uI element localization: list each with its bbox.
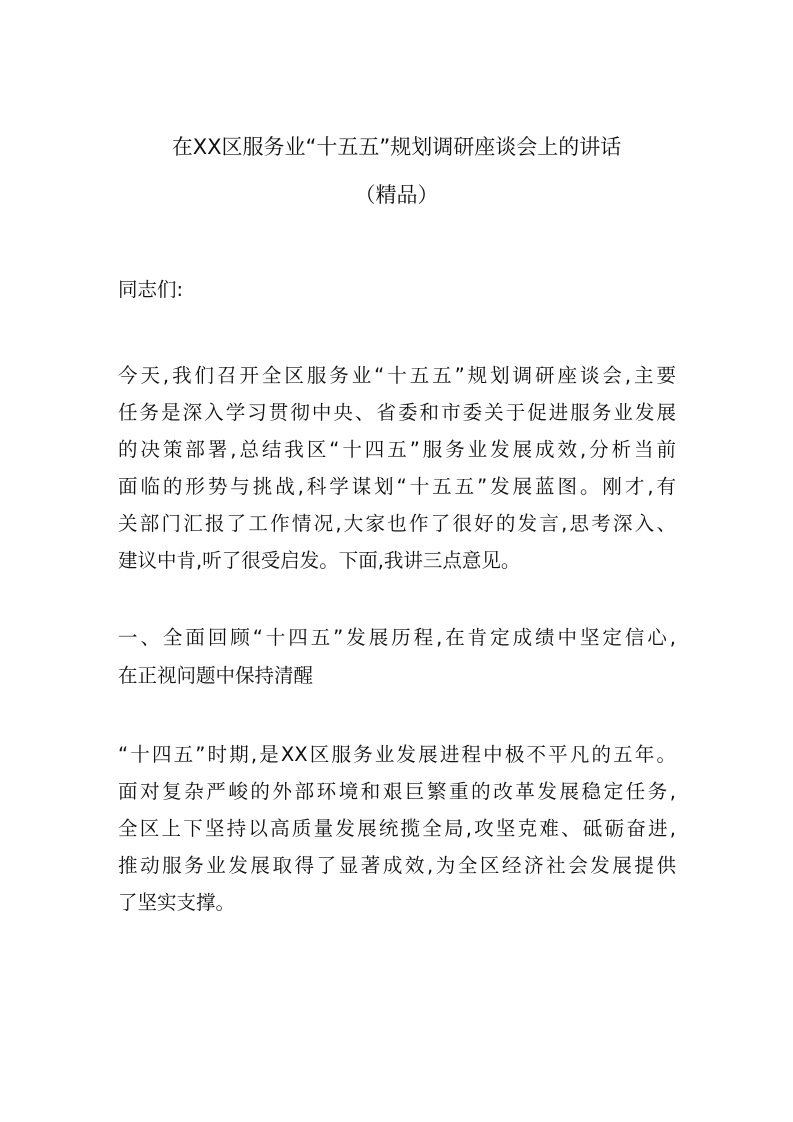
salutation: 同志们: xyxy=(118,278,184,301)
text-line: 任务是深入学习贯彻中央、省委和市委关于促进服务业发展 xyxy=(118,401,676,424)
text-line: 的决策部署,总结我区“十四五”服务业发展成效,分析当前 xyxy=(118,438,676,461)
text-line: 了坚实支撑。 xyxy=(118,891,236,914)
text-line: 全区上下坚持以高质量发展统揽全局,攻坚克难、砥砺奋进, xyxy=(118,817,676,840)
text-line: 建议中肯,听了很受启发。下面,我讲三点意见。 xyxy=(118,549,521,572)
document-subtitle: （精品） xyxy=(354,183,439,207)
text-line: 面临的形势与挑战,科学谋划“十五五”发展蓝图。刚才,有 xyxy=(118,475,676,498)
text-line: 今天,我们召开全区服务业“十五五”规划调研座谈会,主要 xyxy=(118,364,676,387)
heading-line: 一、全面回顾“十四五”发展历程,在肯定成绩中坚定信心, xyxy=(118,626,676,649)
text-line: 面对复杂严峻的外部环境和艰巨繁重的改革发展稳定任务, xyxy=(118,780,676,803)
text-line: 关部门汇报了工作情况,大家也作了很好的发言,思考深入、 xyxy=(118,512,676,535)
text-line: “十四五”时期,是XX区服务业发展进程中极不平凡的五年。 xyxy=(118,743,676,766)
text-line: 推动服务业发展取得了显著成效,为全区经济社会发展提供 xyxy=(118,854,676,877)
document-title: 在XX区服务业“十五五”规划调研座谈会上的讲话 xyxy=(171,135,622,159)
heading-line: 在正视问题中保持清醒 xyxy=(118,664,314,687)
